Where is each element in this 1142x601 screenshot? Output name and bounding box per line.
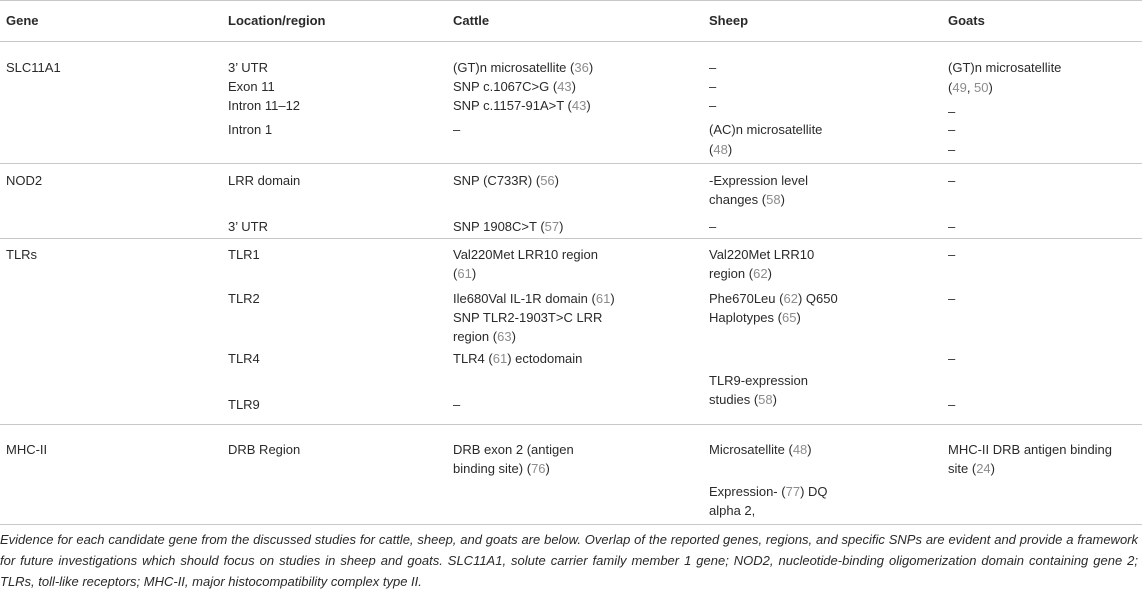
location-cell: Exon 11 — [228, 79, 275, 94]
cattle-cell: SNP TLR2-1903T>C LRR — [453, 310, 603, 325]
goats-cell: (GT)n microsatellite — [948, 60, 1062, 75]
row-divider-slc11a1 — [0, 163, 1142, 164]
ref-link[interactable]: 62 — [783, 291, 798, 306]
sheep-cell: Microsatellite (48) — [709, 442, 812, 457]
location-cell: LRR domain — [228, 173, 301, 188]
goats-cell: – — [948, 122, 956, 137]
ref-link[interactable]: 61 — [595, 291, 611, 306]
ref-link[interactable]: 43 — [571, 98, 587, 113]
location-cell: Intron 1 — [228, 122, 273, 137]
header-gene: Gene — [6, 13, 39, 28]
location-cell: DRB Region — [228, 442, 301, 457]
ref-link[interactable]: 58 — [758, 392, 773, 407]
sheep-cell: (48) — [709, 142, 733, 157]
sheep-cell: studies (58) — [709, 392, 777, 407]
header-location: Location/region — [228, 13, 326, 28]
sheep-cell: (AC)n microsatellite — [709, 122, 823, 137]
cattle-cell: TLR4 (61) ectodomain — [453, 351, 583, 366]
sheep-cell: changes (58) — [709, 192, 785, 207]
location-cell: Intron 11–12 — [228, 98, 301, 113]
ref-link[interactable]: 62 — [753, 266, 768, 281]
goats-cell: site (24) — [948, 461, 995, 476]
table-top-rule — [0, 0, 1142, 1]
ref-link[interactable]: 58 — [766, 192, 781, 207]
table-header-rule — [0, 41, 1142, 42]
ref-link[interactable]: 63 — [497, 329, 512, 344]
ref-link[interactable]: 76 — [531, 461, 546, 476]
cattle-cell: Val220Met LRR10 region — [453, 247, 599, 262]
goats-cell: MHC-II DRB antigen binding — [948, 442, 1113, 457]
cattle-cell: – — [453, 122, 461, 137]
goats-cell: (49, 50) — [948, 80, 993, 95]
ref-link[interactable]: 57 — [544, 219, 560, 234]
sheep-cell: – — [709, 98, 717, 113]
sheep-cell: -Expression level — [709, 173, 808, 188]
location-cell: TLR1 — [228, 247, 260, 262]
location-cell: 3’ UTR — [228, 60, 268, 75]
cattle-cell: SNP c.1067C>G (43) — [453, 79, 576, 94]
gene-nod2: NOD2 — [6, 173, 43, 188]
gene-tlrs: TLRs — [6, 247, 38, 262]
gene-slc11a1: SLC11A1 — [6, 60, 61, 75]
header-sheep: Sheep — [709, 13, 749, 28]
location-cell: 3’ UTR — [228, 219, 268, 234]
goats-cell: – — [948, 247, 956, 262]
sheep-cell: Expression- (77) DQ — [709, 484, 828, 499]
ref-link[interactable]: 43 — [557, 79, 572, 94]
cattle-cell: DRB exon 2 (antigen — [453, 442, 574, 457]
cattle-cell: (61) — [453, 266, 477, 281]
header-cattle: Cattle — [453, 13, 490, 28]
ref-link[interactable]: 77 — [785, 484, 801, 499]
location-cell: TLR9 — [228, 397, 260, 412]
table-caption: Evidence for each candidate gene from the discussed studies for cattle, sheep, and goats are below. Overlap of the reported genes, regions, and specific SNPs are evident and provide a framework for future investigations which should focus on studies in sheep and goats. SLC11A1, solute carrier family member 1 gene; NOD2, nucleotide-binding oligomerization domain containing gene 2; TLRs, toll-like receptors; MHC-II, major histocompatibility complex type II. — [0, 532, 1138, 589]
cattle-cell: SNP 1908C>T (57) — [453, 219, 564, 234]
ref-link[interactable]: 61 — [457, 266, 472, 281]
sheep-cell: alpha 2, — [709, 503, 756, 518]
cattle-cell: SNP (C733R) (56) — [453, 173, 559, 188]
ref-link[interactable]: 50 — [974, 80, 989, 95]
goats-cell: – — [948, 397, 956, 412]
goats-cell: – — [948, 291, 956, 306]
row-divider-nod2 — [0, 238, 1142, 239]
cattle-cell: – — [453, 397, 461, 412]
cattle-cell: region (63) — [453, 329, 516, 344]
location-cell: TLR2 — [228, 291, 260, 306]
ref-link[interactable]: 48 — [713, 142, 728, 157]
cattle-cell: (GT)n microsatellite (36) — [453, 60, 594, 75]
ref-link[interactable]: 49 — [952, 80, 967, 95]
sheep-cell: Val220Met LRR10 — [709, 247, 815, 262]
goats-cell: – — [948, 104, 956, 119]
sheep-cell: Phe670Leu (62) Q650 — [709, 291, 838, 306]
goats-cell: – — [948, 351, 956, 366]
ref-link[interactable]: 24 — [976, 461, 991, 476]
sheep-cell: – — [709, 60, 717, 75]
ref-link[interactable]: 48 — [792, 442, 808, 457]
header-goats: Goats — [948, 13, 985, 28]
goats-cell: – — [948, 219, 956, 234]
sheep-cell: Haplotypes (65) — [709, 310, 801, 325]
goats-cell: – — [948, 173, 956, 188]
cattle-cell: binding site) (76) — [453, 461, 550, 476]
sheep-cell: – — [709, 219, 717, 234]
ref-link[interactable]: 36 — [574, 60, 589, 75]
sheep-cell: TLR9-expression — [709, 373, 808, 388]
gene-mhc-ii: MHC-II — [6, 442, 48, 457]
cattle-cell: SNP c.1157-91A>T (43) — [453, 98, 591, 113]
ref-link[interactable]: 61 — [492, 351, 508, 366]
cattle-cell: Ile680Val IL-1R domain (61) — [453, 291, 615, 306]
table-bottom-rule — [0, 524, 1142, 525]
ref-link[interactable]: 56 — [540, 173, 555, 188]
ref-link[interactable]: 65 — [782, 310, 797, 325]
goats-cell: – — [948, 142, 956, 157]
location-cell: TLR4 — [228, 351, 260, 366]
sheep-cell: – — [709, 79, 717, 94]
sheep-cell: region (62) — [709, 266, 772, 281]
row-divider-tlrs — [0, 424, 1142, 425]
